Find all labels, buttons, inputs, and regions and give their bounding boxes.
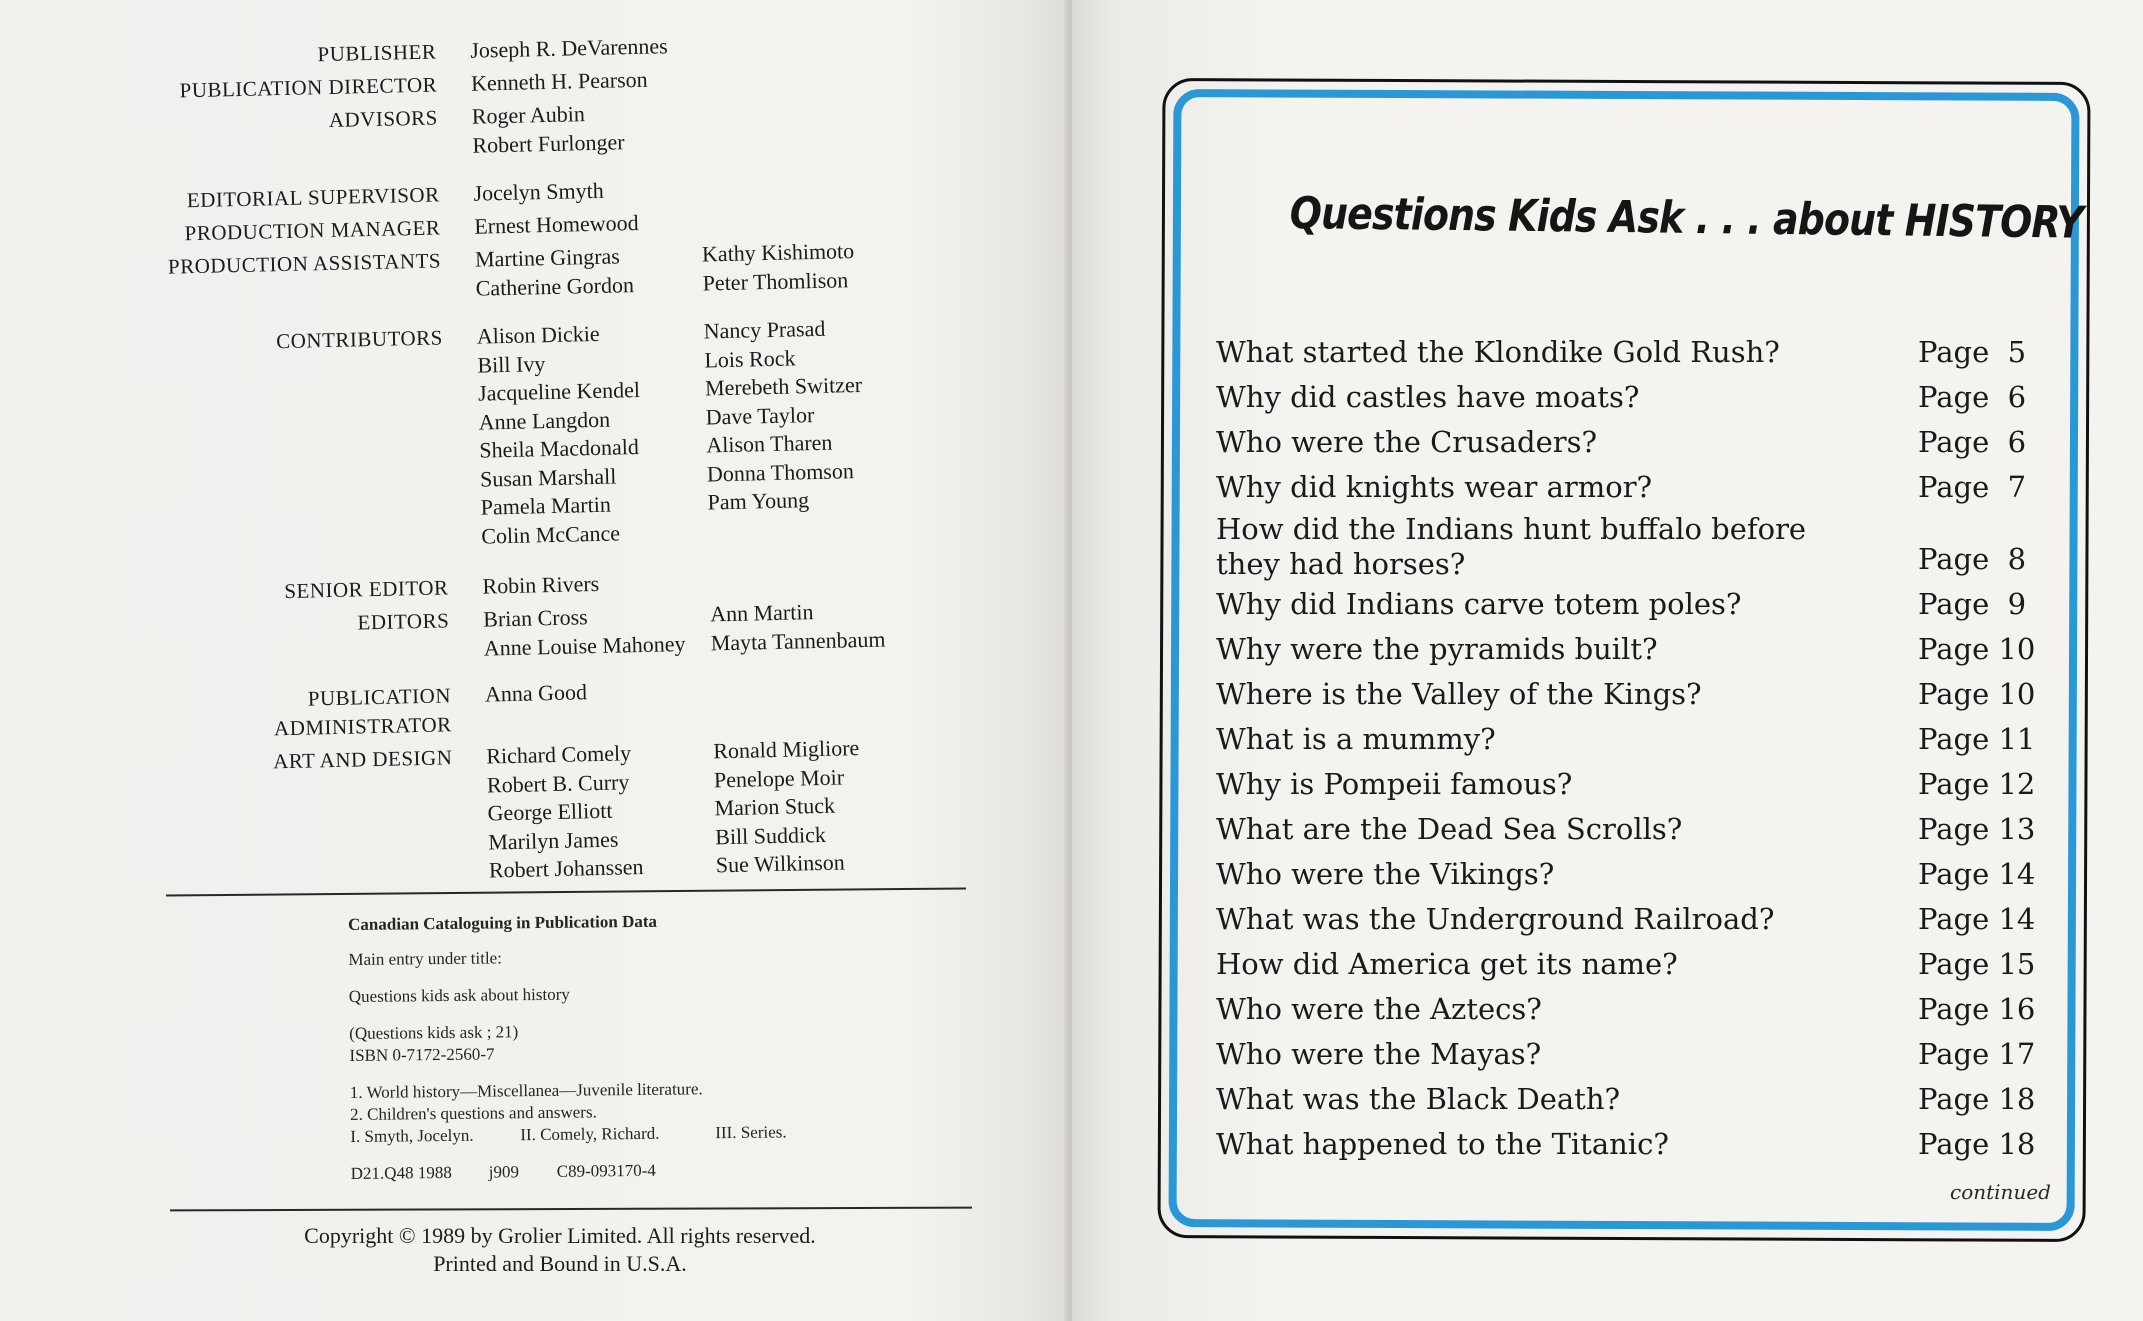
cip-class-lc: D21.Q48 1988	[350, 1162, 452, 1183]
credit-names-second-column	[713, 732, 976, 880]
toc-entry	[1216, 1032, 2036, 1077]
credit-name: Anne Langdon	[478, 406, 611, 435]
toc-page-number: Page 18	[1918, 1127, 2036, 1161]
credit-name: Dave Taylor	[705, 401, 815, 429]
cip-bottom-rule	[170, 1207, 972, 1212]
toc-entry	[1216, 465, 2036, 510]
toc-question: Why did castles have moats?	[1216, 380, 1640, 414]
credit-name: Bill Ivy	[477, 350, 546, 378]
left-page	[0, 0, 1068, 1321]
credit-name: Sue Wilkinson	[715, 849, 846, 878]
toc-question: What are the Dead Sea Scrolls?	[1216, 812, 1683, 846]
credit-names-second-column	[712, 670, 972, 676]
credit-role: PUBLICATION ADMINISTRATOR	[273, 683, 452, 741]
credit-name: Donna Thomson	[706, 457, 855, 486]
toc-question: What is a mummy?	[1216, 722, 1496, 756]
credit-name: Robert B. Curry	[486, 768, 630, 798]
toc-page-number: Page 6	[1918, 380, 2027, 414]
toc-entry	[1216, 375, 2036, 420]
toc-entry	[1216, 330, 2036, 375]
toc-entry	[1216, 1122, 2036, 1167]
credit-names	[470, 32, 698, 66]
toc-page-number: Page 18	[1918, 1082, 2036, 1116]
credit-role: SENIOR EDITOR	[284, 575, 449, 604]
cip-isbn: ISBN 0-7172-2560-7	[349, 1044, 495, 1065]
credit-names	[472, 98, 700, 160]
credit-row	[157, 311, 982, 558]
credit-name: Kenneth H. Pearson	[470, 66, 648, 96]
credit-names-second-column	[709, 562, 969, 568]
toc-question: How did the Indians hunt buffalo before they had horses?	[1216, 512, 1807, 581]
toc-page-number: Page 11	[1918, 722, 2036, 756]
cip-added-i: I. Smyth, Jocelyn.	[350, 1125, 474, 1146]
toc-page-number: Page 12	[1918, 767, 2036, 801]
credit-name: Brian Cross	[482, 604, 588, 632]
credit-name: Ann Martin	[709, 599, 814, 627]
toc-entry	[1216, 987, 2036, 1032]
toc-question: Why were the pyramids built?	[1216, 632, 1658, 666]
toc-page-number: Page 14	[1918, 857, 2036, 891]
credit-name: Merebeth Switzer	[704, 371, 863, 401]
credit-name: Jocelyn Smyth	[473, 177, 604, 206]
credit-role: PRODUCTION MANAGER	[184, 215, 441, 246]
credit-names-second-column	[702, 235, 963, 298]
toc-entry	[1216, 762, 2036, 807]
credit-name: Lois Rock	[704, 344, 796, 373]
toc-page-number: Page 8	[1918, 542, 2027, 576]
credit-name: Marilyn James	[487, 826, 619, 855]
cip-title-line: Questions kids ask about history	[348, 984, 570, 1006]
credit-name: Joseph R. DeVarennes	[470, 33, 668, 63]
cip-heading: Canadian Cataloguing in Publication Data	[348, 911, 658, 934]
toc-page-number: Page 13	[1918, 812, 2036, 846]
toc-question: Why is Pompeii famous?	[1216, 767, 1573, 801]
toc-question: Who were the Crusaders?	[1216, 425, 1598, 459]
credit-name: Jacqueline Kendel	[477, 376, 641, 406]
toc-page-number: Page 17	[1918, 1037, 2036, 1071]
toc-page-number: Page 15	[1918, 947, 2036, 981]
credit-name: Robin Rivers	[482, 570, 600, 599]
cip-classification	[351, 1157, 911, 1185]
credit-name: Colin McCance	[481, 519, 621, 549]
credit-name: Susan Marshall	[479, 463, 617, 492]
cip-main-entry: Main entry under title:	[348, 948, 502, 969]
toc-question: Who were the Mayas?	[1216, 1037, 1542, 1071]
credit-names	[473, 175, 701, 209]
toc-page-number: Page 16	[1918, 992, 2036, 1026]
credit-name: Marion Stuck	[714, 792, 836, 821]
credit-names	[486, 737, 716, 885]
credit-name: Nancy Prasad	[703, 315, 826, 344]
toc-question: Why did knights wear armor?	[1216, 470, 1653, 504]
credit-name: Ernest Homewood	[474, 209, 639, 239]
credit-name: Bill Suddick	[714, 821, 827, 849]
credit-role: PUBLICATION DIRECTOR	[179, 72, 438, 103]
credit-name: Roger Aubin	[471, 101, 586, 129]
toc-entry	[1216, 897, 2036, 942]
credit-role: PUBLISHER	[317, 39, 437, 67]
copyright-line: Copyright © 1989 by Grolier Limited. All rights reserved.	[304, 1223, 816, 1248]
credit-names	[474, 208, 702, 242]
credit-role: PRODUCTION ASSISTANTS	[167, 248, 442, 279]
credit-name: Ronald Migliore	[712, 735, 860, 764]
toc-entry	[1216, 717, 2036, 762]
credit-name: Pam Young	[707, 487, 810, 515]
toc-page-number: Page 10	[1918, 677, 2036, 711]
credit-name: Catherine Gordon	[475, 271, 635, 301]
toc-entry	[1216, 672, 2036, 717]
toc-page-number: Page 6	[1918, 425, 2027, 459]
credit-role: ADVISORS	[328, 105, 439, 132]
credit-names	[485, 675, 713, 709]
credit-names	[471, 65, 699, 99]
credit-names	[483, 600, 711, 662]
credit-names	[475, 241, 703, 303]
credit-name: George Elliott	[487, 797, 613, 826]
toc-question: What happened to the Titanic?	[1216, 1127, 1669, 1161]
toc-question: Who were the Aztecs?	[1216, 992, 1542, 1026]
toc-entry	[1216, 627, 2036, 672]
credit-name: Anne Louise Mahoney	[483, 630, 686, 661]
credit-name: Sheila Macdonald	[479, 434, 640, 463]
toc-page-number: Page 7	[1918, 470, 2027, 504]
credit-role: CONTRIBUTORS	[275, 325, 444, 354]
credit-role: ART AND DESIGN	[272, 745, 453, 774]
credit-name: Anna Good	[484, 679, 588, 707]
cip-subject-2: 2. Children's questions and answers.	[349, 1102, 597, 1124]
credit-role: EDITORS	[357, 608, 450, 635]
toc-entry	[1216, 582, 2036, 627]
cip-subject-1: 1. World history—Miscellanea—Juvenile literature.	[349, 1079, 703, 1102]
toc-page-number: Page 5	[1918, 335, 2027, 369]
toc-question: What was the Black Death?	[1216, 1082, 1621, 1116]
continued-note: continued	[1950, 1180, 2051, 1204]
credit-name: Alison Dickie	[476, 320, 600, 349]
credit-name: Mayta Tannenbaum	[710, 625, 886, 655]
credit-name: Robert Johanssen	[488, 854, 644, 883]
toc-question: Where is the Valley of the Kings?	[1216, 677, 1702, 711]
toc-question: Why did Indians carve totem poles?	[1216, 587, 1742, 621]
table-of-contents	[1216, 330, 2036, 1167]
credit-name: Alison Tharen	[706, 429, 833, 458]
credit-name: Peter Thomlison	[702, 266, 849, 296]
toc-question: What was the Underground Railroad?	[1216, 902, 1775, 936]
credit-role: EDITORIAL SUPERVISOR	[186, 182, 440, 213]
toc-page-number: Page 9	[1918, 587, 2027, 621]
toc-entry	[1216, 942, 2036, 987]
printed-line: Printed and Bound in U.S.A.	[433, 1251, 687, 1276]
cip-added-ii: II. Comely, Richard.	[520, 1123, 660, 1145]
cip-series-line: (Questions kids ask ; 21)	[349, 1022, 519, 1043]
credit-name: Penelope Moir	[713, 763, 845, 792]
credit-names-second-column	[703, 312, 967, 517]
toc-page-number: Page 14	[1918, 902, 2036, 936]
credit-names-second-column	[697, 26, 957, 32]
credits-list	[150, 21, 989, 892]
toc-entry	[1216, 1077, 2036, 1122]
toc-entry	[1216, 852, 2036, 897]
cataloguing-data	[348, 909, 911, 1185]
toc-question: How did America get its name?	[1216, 947, 1678, 981]
credit-names-second-column	[710, 595, 971, 658]
toc-page-number: Page 10	[1918, 632, 2036, 666]
toc-question: What started the Klondike Gold Rush?	[1216, 335, 1780, 369]
credit-names-second-column	[700, 169, 960, 175]
toc-entry	[1216, 510, 2036, 582]
copyright-notice	[170, 1222, 950, 1278]
credit-name: Martine Gingras	[474, 243, 621, 272]
credit-row	[166, 731, 989, 892]
cip-number: C89-093170-4	[556, 1160, 656, 1181]
credit-name: Richard Comely	[486, 740, 632, 769]
credit-name: Pamela Martin	[480, 491, 612, 520]
toc-question: Who were the Vikings?	[1216, 857, 1555, 891]
credit-names	[482, 567, 710, 601]
toc-entry	[1216, 807, 2036, 852]
cip-class-dewey: j909	[488, 1162, 520, 1182]
toc-entry	[1216, 420, 2036, 465]
contents-title: Questions Kids Ask . . . about HISTORY	[1289, 188, 2083, 249]
credit-name: Kathy Kishimoto	[701, 238, 855, 267]
credit-names	[476, 318, 708, 551]
credit-name: Robert Furlonger	[472, 128, 625, 158]
cip-added-iii: III. Series.	[715, 1122, 787, 1143]
